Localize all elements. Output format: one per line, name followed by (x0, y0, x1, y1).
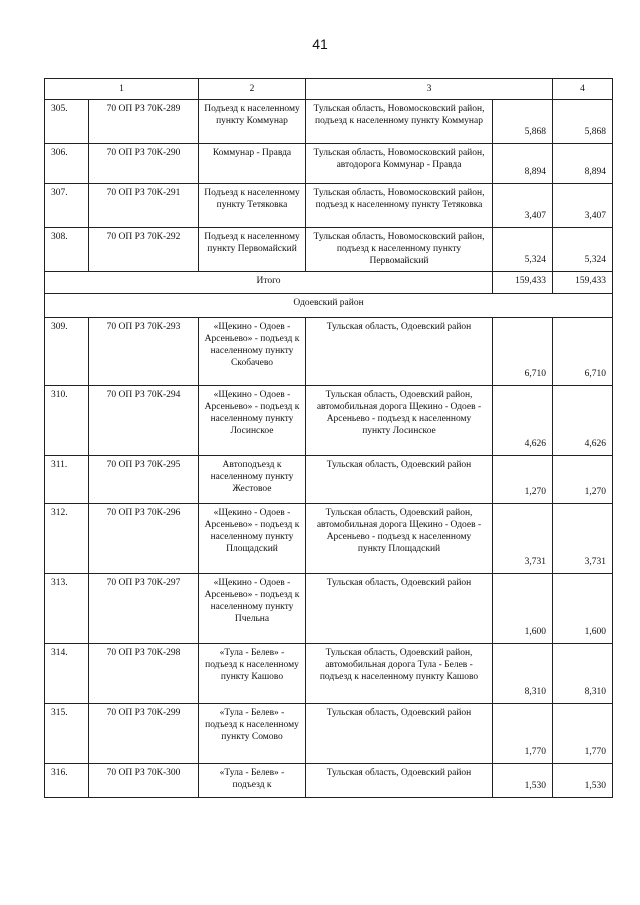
road-code: 70 ОП РЗ 70К-292 (89, 228, 199, 272)
header-col-4: 4 (553, 79, 613, 100)
table-row (45, 100, 613, 144)
road-name: «Щекино - Одоев - Арсеньево» - подъезд к населенному пункту Лосинское (199, 386, 306, 456)
road-name: «Щекино - Одоев - Арсеньево» - подъезд к населенному пункту Пчельна (199, 574, 306, 644)
road-location: Тульская область, Одоевский район (306, 574, 493, 644)
road-name: Подъезд к населенному пункту Коммунар (199, 100, 306, 144)
total-row (45, 272, 613, 294)
table-row (45, 764, 613, 798)
section-title: Одоевский район (45, 294, 613, 318)
header-col-1: 1 (45, 79, 199, 100)
road-code: 70 ОП РЗ 70К-300 (89, 764, 199, 798)
road-location: Тульская область, Одоевский район, автомобильная дорога Щекино - Одоев - Арсеньево - подъезд к населенному пункту Площадский (306, 504, 493, 574)
road-name: Коммунар - Правда (199, 144, 306, 184)
length-value: 1,270 (493, 456, 553, 504)
row-number: 308. (45, 228, 89, 272)
header-col-3: 3 (306, 79, 553, 100)
length-total: 8,894 (553, 144, 613, 184)
road-name: Подъезд к населенному пункту Тетяковка (199, 184, 306, 228)
road-location: Тульская область, Одоевский район, автомобильная дорога Щекино - Одоев - Арсеньево - подъезд к населенному пункту Лосинское (306, 386, 493, 456)
row-number: 316. (45, 764, 89, 798)
road-code: 70 ОП РЗ 70К-296 (89, 504, 199, 574)
row-number: 310. (45, 386, 89, 456)
road-location: Тульская область, Новомосковский район, подъезд к населенному пункту Первомайский (306, 228, 493, 272)
table-row (45, 704, 613, 764)
road-location: Тульская область, Одоевский район (306, 704, 493, 764)
length-total: 6,710 (553, 318, 613, 386)
length-total: 5,868 (553, 100, 613, 144)
length-total: 8,310 (553, 644, 613, 704)
row-number: 311. (45, 456, 89, 504)
row-number: 312. (45, 504, 89, 574)
row-number: 305. (45, 100, 89, 144)
road-code: 70 ОП РЗ 70К-298 (89, 644, 199, 704)
length-value: 6,710 (493, 318, 553, 386)
length-total: 1,600 (553, 574, 613, 644)
table-row (45, 318, 613, 386)
road-name: «Тула - Белев» - подъезд к (199, 764, 306, 798)
page-number: 41 (312, 36, 328, 52)
length-total: 4,626 (553, 386, 613, 456)
length-value: 8,894 (493, 144, 553, 184)
road-name: «Тула - Белев» - подъезд к населенному пункту Сомово (199, 704, 306, 764)
roads-table (44, 78, 613, 798)
road-location: Тульская область, Новомосковский район, автодорога Коммунар - Правда (306, 144, 493, 184)
length-total: 5,324 (553, 228, 613, 272)
road-code: 70 ОП РЗ 70К-299 (89, 704, 199, 764)
length-value: 8,310 (493, 644, 553, 704)
row-number: 314. (45, 644, 89, 704)
row-number: 307. (45, 184, 89, 228)
row-number: 309. (45, 318, 89, 386)
row-number: 313. (45, 574, 89, 644)
table-row (45, 504, 613, 574)
road-code: 70 ОП РЗ 70К-289 (89, 100, 199, 144)
length-total: 3,407 (553, 184, 613, 228)
length-total: 1,530 (553, 764, 613, 798)
road-code: 70 ОП РЗ 70К-293 (89, 318, 199, 386)
road-location: Тульская область, Одоевский район (306, 456, 493, 504)
row-number: 315. (45, 704, 89, 764)
row-number: 306. (45, 144, 89, 184)
road-name: Подъезд к населенному пункту Первомайский (199, 228, 306, 272)
road-code: 70 ОП РЗ 70К-290 (89, 144, 199, 184)
length-value: 4,626 (493, 386, 553, 456)
length-total: 1,770 (553, 704, 613, 764)
road-name: «Щекино - Одоев - Арсеньево» - подъезд к населенному пункту Площадский (199, 504, 306, 574)
length-value: 1,530 (493, 764, 553, 798)
total-label: Итого (45, 272, 493, 294)
length-value: 1,600 (493, 574, 553, 644)
table-row (45, 386, 613, 456)
road-code: 70 ОП РЗ 70К-297 (89, 574, 199, 644)
table-row (45, 184, 613, 228)
table-row (45, 574, 613, 644)
length-total: 1,270 (553, 456, 613, 504)
section-row (45, 294, 613, 318)
road-name: «Тула - Белев» - подъезд к населенному пункту Кашово (199, 644, 306, 704)
road-location: Тульская область, Одоевский район (306, 764, 493, 798)
road-code: 70 ОП РЗ 70К-295 (89, 456, 199, 504)
table-row (45, 456, 613, 504)
table-body (45, 79, 613, 798)
header-row (45, 79, 613, 100)
total-value-2: 159,433 (553, 272, 613, 294)
total-value: 159,433 (493, 272, 553, 294)
road-code: 70 ОП РЗ 70К-294 (89, 386, 199, 456)
road-location: Тульская область, Новомосковский район, подъезд к населенному пункту Тетяковка (306, 184, 493, 228)
length-value: 5,868 (493, 100, 553, 144)
table-row (45, 144, 613, 184)
road-location: Тульская область, Одоевский район, автомобильная дорога Тула - Белев - подъезд к населенному пункту Кашово (306, 644, 493, 704)
road-location: Тульская область, Новомосковский район, подъезд к населенному пункту Коммунар (306, 100, 493, 144)
header-col-2: 2 (199, 79, 306, 100)
length-value: 5,324 (493, 228, 553, 272)
road-code: 70 ОП РЗ 70К-291 (89, 184, 199, 228)
table-row (45, 228, 613, 272)
length-value: 3,731 (493, 504, 553, 574)
road-name: «Щекино - Одоев - Арсеньево» - подъезд к населенному пункту Скобачево (199, 318, 306, 386)
length-value: 3,407 (493, 184, 553, 228)
length-total: 3,731 (553, 504, 613, 574)
length-value: 1,770 (493, 704, 553, 764)
road-name: Автоподъезд к населенному пункту Жестовое (199, 456, 306, 504)
road-location: Тульская область, Одоевский район (306, 318, 493, 386)
table-row (45, 644, 613, 704)
